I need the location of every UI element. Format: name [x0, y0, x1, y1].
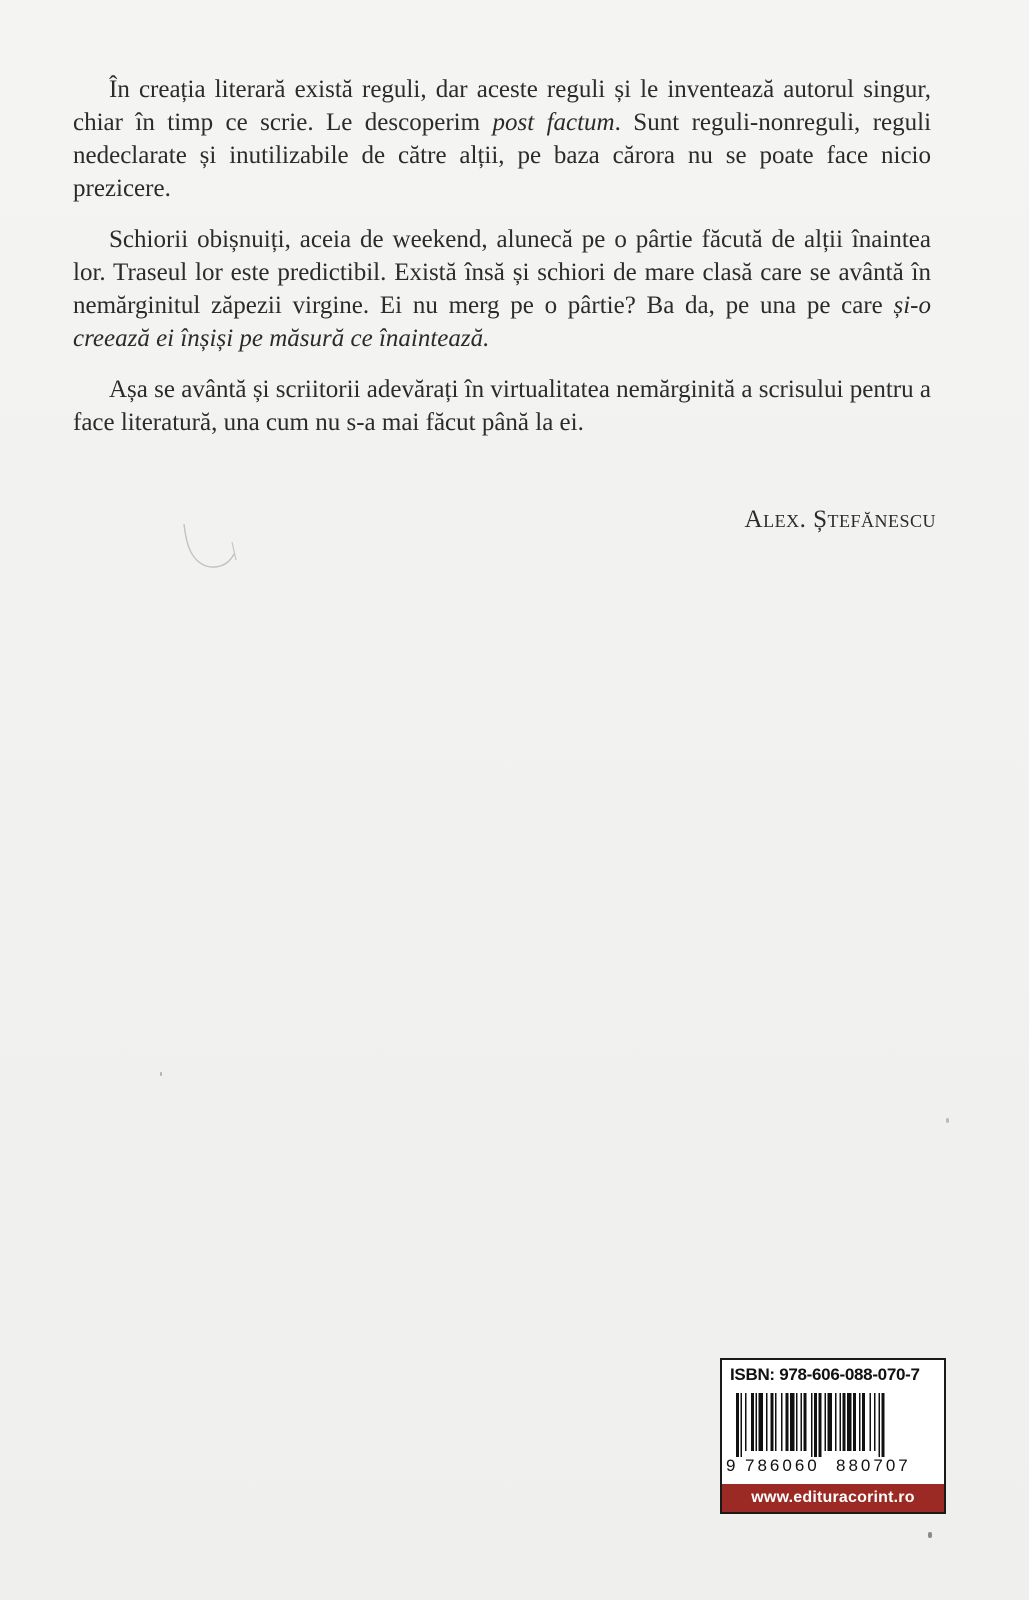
barcode-digits [726, 1456, 942, 1478]
isbn-barcode-box [720, 1358, 946, 1514]
barcode-bar [882, 1393, 885, 1457]
barcode-digit-lead: 9 [726, 1456, 736, 1475]
barcode-bar [819, 1393, 822, 1457]
blurb-paragraph-1-italic: post factum [492, 109, 615, 136]
barcode-bar [775, 1393, 777, 1451]
barcode-bar [804, 1393, 807, 1451]
ink-speck [946, 1118, 949, 1123]
blurb-paragraph-1 [73, 73, 931, 205]
barcode-bar [814, 1393, 817, 1457]
ink-speck [160, 1072, 162, 1076]
barcode-bar [786, 1393, 789, 1451]
barcode-bar [811, 1393, 813, 1457]
barcode-bar [853, 1393, 856, 1451]
isbn-label: ISBN: 978-606-088-070-7 [730, 1365, 920, 1384]
barcode-bar [756, 1393, 758, 1451]
barcode-bar [745, 1393, 747, 1451]
barcode-bar [790, 1393, 795, 1451]
barcode-bar [825, 1393, 827, 1451]
barcode-digits-left: 786060 [745, 1456, 820, 1475]
barcode-bar [847, 1393, 852, 1451]
barcode-bar [828, 1393, 833, 1451]
barcode-bar [879, 1393, 881, 1457]
blurb-paragraph-1-text-end: . Sunt reguli-nonreguli, reguli nedeclarate și inutilizabile de către alții, pe baza cărora nu se poate face nicio prezicere. [73, 109, 932, 202]
blurb-text [73, 73, 931, 457]
barcode-bar [835, 1393, 837, 1451]
author-signature: Alex. Ștefănescu [744, 506, 936, 533]
blurb-paragraph-1-text: În creația literară există reguli, dar aceste reguli și le inventează autorul singur, chiar în timp ce scrie. Le descoperim [73, 76, 931, 136]
barcode-bar [859, 1393, 861, 1451]
barcode-bar [874, 1393, 876, 1451]
blurb-paragraph-2-italic: și-o creează ei înșiși pe măsură ce înaintează. [73, 292, 931, 352]
barcode-bar [843, 1393, 846, 1451]
blurb-paragraph-2-text: Schiorii obișnuiți, aceia de weekend, alunecă pe o pârtie făcută de alții înaintea lor. Traseul lor este predictibil. Există însă și schiori de mare clasă care se avântă în nemărginitul zăpezii virgine. Ei nu merg pe o pârtie? Ba da, pe una pe care [73, 226, 931, 319]
ink-speck [928, 1532, 932, 1538]
barcode-bar [771, 1393, 774, 1451]
barcode-digits-right: 880707 [836, 1456, 911, 1475]
blurb-paragraph-3: Așa se avântă și scriitorii adevărați în virtualitatea nemărginită a scrisului pentru a face literatură, una cum nu s-a mai făcut până la ei. [73, 376, 931, 436]
blurb-paragraph-2 [73, 223, 931, 355]
barcode-bar [759, 1393, 764, 1451]
barcode-bar [840, 1393, 842, 1451]
barcode-bar [801, 1393, 803, 1451]
publisher-url: www.edituracorint.ro [722, 1484, 944, 1512]
barcode-bar [751, 1393, 754, 1451]
barcode-bar [862, 1393, 865, 1451]
pen-mark-decoration [176, 520, 242, 580]
barcode [736, 1393, 932, 1457]
barcode-bar [766, 1393, 768, 1451]
barcode-bar [736, 1393, 739, 1457]
barcode-bar [796, 1393, 798, 1451]
barcode-bar [870, 1393, 872, 1451]
barcode-bar [781, 1393, 783, 1451]
barcode-bars [736, 1393, 932, 1457]
barcode-bar [741, 1393, 743, 1457]
